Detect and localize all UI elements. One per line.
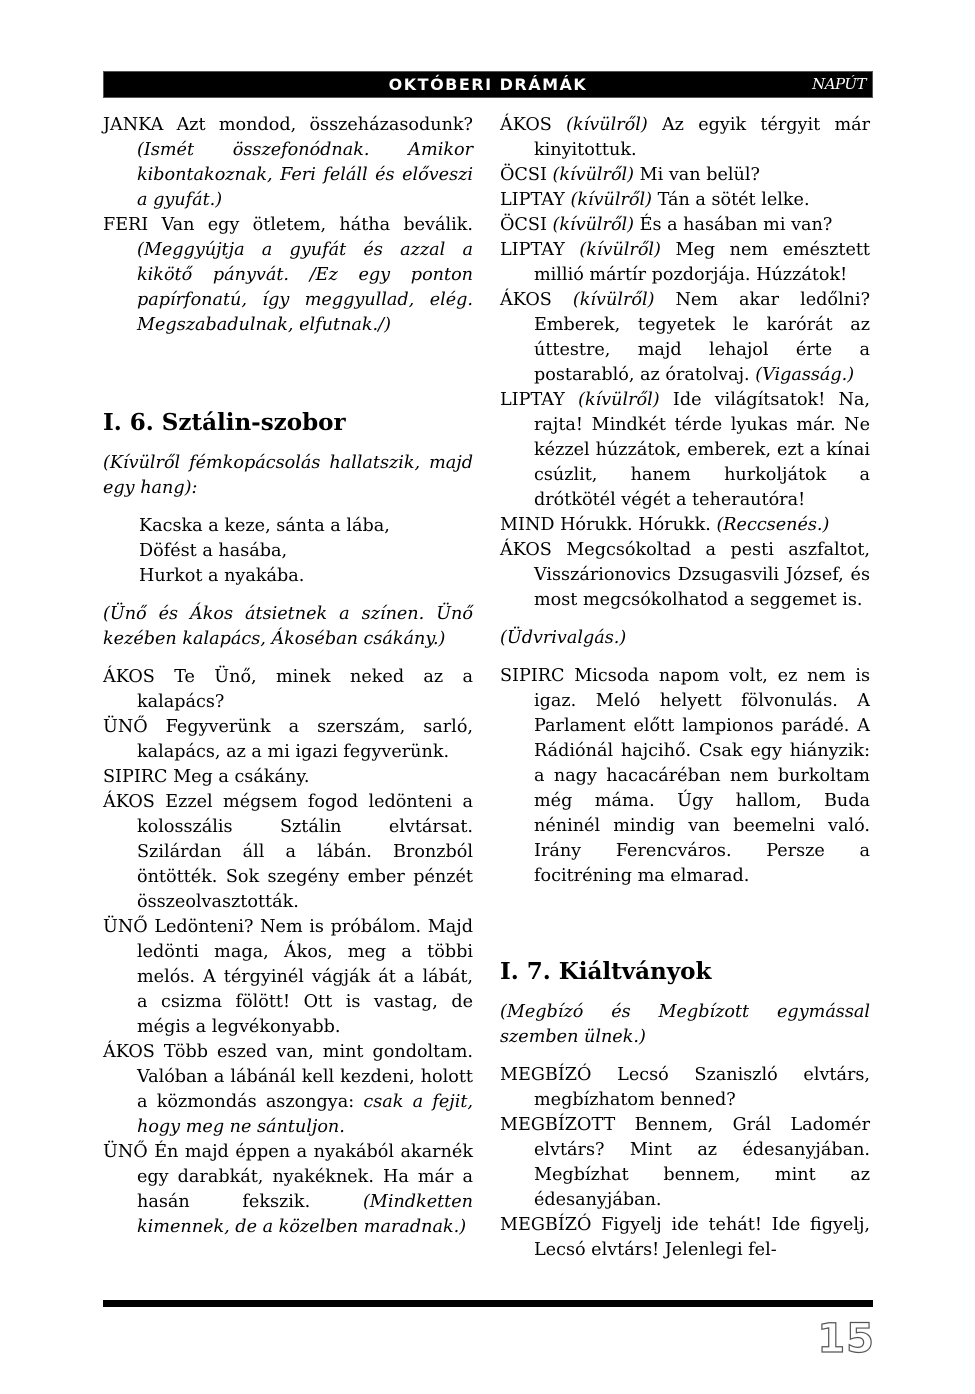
stage-direction: (kívülről) bbox=[552, 165, 635, 185]
section-title: I. 7. Kiáltványok bbox=[500, 958, 712, 985]
speaker: LIPTAY bbox=[500, 240, 565, 260]
left-column bbox=[103, 113, 473, 1240]
dialogue-line bbox=[103, 790, 473, 915]
footer-rule bbox=[103, 1300, 873, 1307]
line-text: Az egyik térgyit már kinyitottuk. bbox=[534, 115, 871, 160]
stage-direction: (kívülről) bbox=[572, 290, 655, 310]
line-text: Fegyverünk a szerszám, sarló, kalapács, az a mi igazi fegyverünk. bbox=[137, 717, 473, 762]
speaker: MEGBÍZÓ bbox=[500, 1065, 592, 1085]
stage-direction: (Ismét összefonódnak. Amikor kibontakoznak, Feri feláll és előveszi a gyufát.) bbox=[137, 140, 473, 210]
stage-direction: (kívülről) bbox=[578, 390, 660, 410]
dialogue-line bbox=[500, 163, 870, 188]
line-text: Én majd éppen a nyakából akarnék egy darabkát, nyakéknek. Ha már a hasán fekszik. bbox=[137, 1142, 473, 1212]
speaker: ÁKOS bbox=[500, 115, 552, 135]
dialogue-line bbox=[500, 238, 870, 288]
dialogue-line bbox=[103, 113, 473, 213]
dialogue-line bbox=[500, 113, 870, 163]
dialogue-line bbox=[103, 1140, 473, 1240]
speaker: FERI bbox=[103, 215, 149, 235]
stage-direction: (kívülről) bbox=[566, 115, 648, 135]
line-text: Te Ünő, minek neked az a kalapács? bbox=[137, 667, 473, 712]
quoted-proverb: csak a fejit, hogy meg ne sántuljon. bbox=[137, 1092, 473, 1137]
line-text: Meg a csákány. bbox=[173, 767, 310, 787]
dialogue-line bbox=[103, 915, 473, 1040]
line-text: Van egy ötletem, hátha beválik. bbox=[161, 215, 473, 235]
line-text: Ledönteni? Nem is próbálom. Majd ledönti maga, Ákos, meg a többi melós. A térgyinél vágják át a lábát, a csizma fölött! Ott is vastag, de mégis a legvékonyabb. bbox=[137, 917, 474, 1037]
dialogue-line bbox=[103, 715, 473, 765]
stage-direction: (Vigasság.) bbox=[755, 365, 855, 385]
dialogue-line bbox=[500, 513, 870, 538]
dialogue-line bbox=[500, 1213, 870, 1263]
dialogue-line bbox=[103, 1040, 473, 1140]
stage-direction: (kívülről) bbox=[570, 190, 652, 210]
dialogue-line bbox=[500, 538, 870, 613]
dialogue-line bbox=[500, 388, 870, 513]
stage-direction: (kívülről) bbox=[552, 215, 635, 235]
line-text: Mi van belül? bbox=[639, 165, 760, 185]
line-text: Tán a sötét lelke. bbox=[657, 190, 810, 210]
speaker: MIND bbox=[500, 515, 555, 535]
dialogue-line bbox=[500, 1063, 870, 1113]
speaker: ÁKOS bbox=[500, 540, 552, 560]
line-text: Ezzel mégsem fogod ledönteni a kolosszális Sztálin elvtársat. Szilárdan áll a lábán. Bronzból öntötték. Sok szegény ember pénzét összeolvasztották. bbox=[137, 792, 473, 912]
running-header-title: OKTÓBERI DRÁMÁK bbox=[388, 75, 588, 94]
page-number: 15 bbox=[817, 1316, 875, 1362]
speaker: ÁKOS bbox=[103, 1042, 155, 1062]
line-text: Bennem, Grál Ladomér elvtárs? Mint az édesanyjában. Megbízhat bennem, mint az édesanyjában. bbox=[534, 1115, 870, 1210]
speaker: ÜNŐ bbox=[103, 1142, 148, 1162]
speaker: ÖCSI bbox=[500, 165, 547, 185]
speaker: JANKA bbox=[103, 115, 164, 135]
section-title: I. 6. Sztálin-szobor bbox=[103, 409, 346, 436]
speaker: ÜNŐ bbox=[103, 917, 148, 937]
verse-line: Kacska a keze, sánta a lába, bbox=[139, 516, 390, 536]
stage-direction: (Meggyújtja a gyufát és azzal a kikötő pányvát. /Ez egy ponton papírfonatú, így meggyullad, elég. Megszabadulnak, elfutnak./) bbox=[137, 240, 473, 335]
line-text: Hórukk. Hórukk. bbox=[560, 515, 711, 535]
dialogue-line bbox=[500, 1113, 870, 1213]
dialogue-line bbox=[500, 288, 870, 388]
line-text: Több eszed van, mint gondoltam. Valóban a lábánál kell kezdeni, holott a közmondás aszongya: bbox=[137, 1042, 474, 1112]
line-text: Megcsókoltad a pesti aszfaltot, Visszárionovics Dzsugasvili József, és most megcsókolhatod a seggemet is. bbox=[534, 540, 871, 610]
stage-direction: (Ünő és Ákos átsietnek a színen. Ünő kezében kalapács, Ákoséban csákány.) bbox=[103, 604, 473, 649]
dialogue-line bbox=[103, 765, 473, 790]
stage-direction: (kívülről) bbox=[579, 240, 661, 260]
dialogue-line bbox=[103, 213, 473, 338]
speaker: ÖCSI bbox=[500, 215, 547, 235]
stage-direction: (Kívülről fémkopácsolás hallatszik, majd egy hang): bbox=[103, 453, 473, 498]
dialogue-line bbox=[103, 665, 473, 715]
speaker: LIPTAY bbox=[500, 390, 565, 410]
line-text: Nem akar ledőlni? Emberek, tegyetek le karórát az úttestre, majd lehajol érte a postarabló, az óratolvaj. bbox=[534, 290, 871, 385]
speaker: SIPIRC bbox=[500, 666, 565, 686]
dialogue-line bbox=[500, 213, 870, 238]
stage-direction: (Reccsenés.) bbox=[716, 515, 830, 535]
verse-line: Döfést a hasába, bbox=[139, 541, 288, 561]
line-text: Figyelj ide tehát! Ide figyelj, Lecsó elvtárs! Jelenlegi fel- bbox=[534, 1215, 871, 1260]
speaker: ÜNŐ bbox=[103, 717, 148, 737]
line-text: Ide világítsatok! Na, rajta! Mindkét térde lyukas már. Ne kézzel húzzátok, emberek, ezt a kínai csúzlit, hanem hurkoljátok a drótkötél végét a teherautóra! bbox=[534, 390, 870, 510]
speaker: MEGBÍZÓ bbox=[500, 1215, 592, 1235]
running-header bbox=[103, 71, 873, 98]
verse-line: Hurkot a nyakába. bbox=[139, 566, 305, 586]
speaker: ÁKOS bbox=[103, 667, 155, 687]
line-text: Meg nem emésztett millió mártír pozdorjája. Húzzátok! bbox=[534, 240, 871, 285]
line-text: Azt mondod, összeházasodunk? bbox=[176, 115, 473, 135]
stage-direction: (Mindketten kimennek, de a közelben maradnak.) bbox=[137, 1192, 473, 1237]
speaker: SIPIRC bbox=[103, 767, 168, 787]
speaker: LIPTAY bbox=[500, 190, 565, 210]
line-text: És a hasában mi van? bbox=[639, 215, 833, 235]
stage-direction: (Megbízó és Megbízott egymással szemben ülnek.) bbox=[500, 1002, 870, 1047]
journal-logo: NAPÚT bbox=[812, 75, 866, 93]
dialogue-line bbox=[500, 188, 870, 213]
speaker: MEGBÍZOTT bbox=[500, 1115, 616, 1135]
line-text: Lecsó Szaniszló elvtárs, megbízhatom benned? bbox=[534, 1065, 870, 1110]
stage-direction: (Üdvrivalgás.) bbox=[500, 628, 627, 648]
speaker: ÁKOS bbox=[500, 290, 552, 310]
line-text: Micsoda napom volt, ez nem is igaz. Meló helyett fölvonulás. A Parlament előtt lampionos parádé. A Rádiónál hajcihő. Csak egy hiányzik: a nagy hacacáréban nem burkoltam még máma. Úgy hallom, Buda néninél mindig van beemelni való. Irány Ferencváros. Persze a focitréning ma elmarad. bbox=[534, 666, 870, 886]
right-column bbox=[500, 113, 870, 1263]
dialogue-line bbox=[500, 664, 870, 889]
speaker: ÁKOS bbox=[103, 792, 155, 812]
